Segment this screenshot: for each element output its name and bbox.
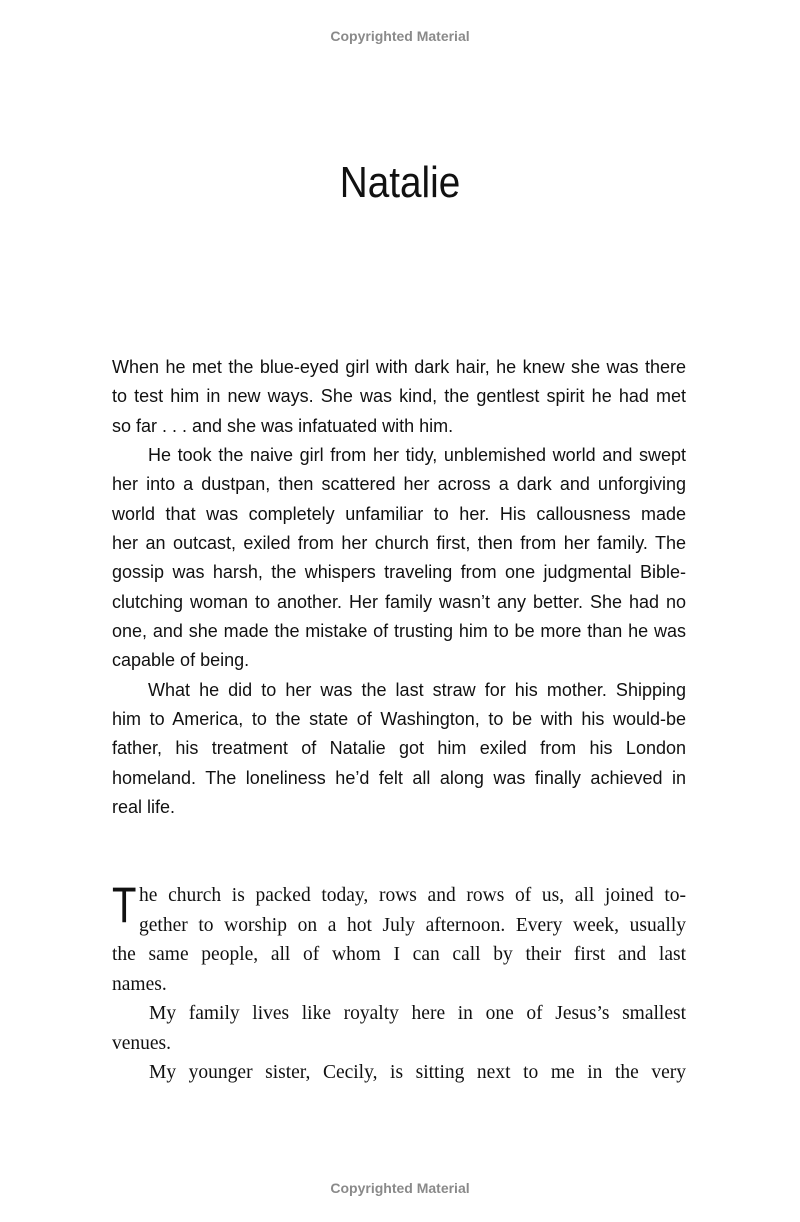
text-line: her into a dustpan, then scattered her across a dark and unforgiving (112, 474, 686, 495)
text-line: What he did to her was the last straw for his mother. Shipping (148, 679, 686, 700)
text-line: venues. (112, 1032, 172, 1054)
text-line: him to America, to the state of Washington, to be with his would-be (112, 709, 686, 729)
text-line: gossip was harsh, the whispers traveling from one judgmental Bible- (112, 562, 686, 583)
text-line: homeland. The loneliness he’d felt all along was finally achieved in (112, 767, 686, 788)
text-line: capable of being. (112, 650, 250, 671)
text-line: father, his treatment of Natalie got him exiled from his London (112, 738, 686, 759)
text-line: My family lives like royalty here in one of Jesus’s smallest (149, 1003, 686, 1024)
text-line: he church is packed today, rows and rows of us, all joined to- (139, 885, 686, 906)
text-line: He took the naive girl from her tidy, unblemished world and swept (148, 445, 686, 465)
text-line: When he met the blue-eyed girl with dark hair, he knew she was there (112, 357, 686, 377)
copyright-watermark-top: Copyrighted Material (330, 28, 470, 44)
text-line: My younger sister, Cecily, is sitting next to me in the very (149, 1062, 686, 1083)
text-line: one, and she made the mistake of trusting him to be more than he was (112, 621, 686, 641)
chapter-title: Natalie (339, 158, 461, 207)
text-line: clutching woman to another. Her family wasn’t any better. She had no (112, 591, 686, 612)
text-line: to test him in new ways. She was kind, the gentlest spirit he had met (112, 386, 686, 407)
text-line: so far . . . and she was infatuated with him. (112, 415, 454, 436)
text-line: the same people, all of whom I can call by their first and last (112, 944, 686, 965)
text-line: gether to worship on a hot July afternoon. Every week, usually (139, 914, 686, 936)
copyright-watermark-bottom: Copyrighted Material (330, 1180, 470, 1196)
drop-cap: T (112, 877, 137, 933)
text-line: world that was completely unfamiliar to her. His callousness made (112, 503, 686, 524)
text-line: her an outcast, exiled from her church first, then from her family. The (112, 533, 686, 553)
text-line: names. (112, 973, 167, 995)
text-line: real life. (112, 797, 176, 817)
